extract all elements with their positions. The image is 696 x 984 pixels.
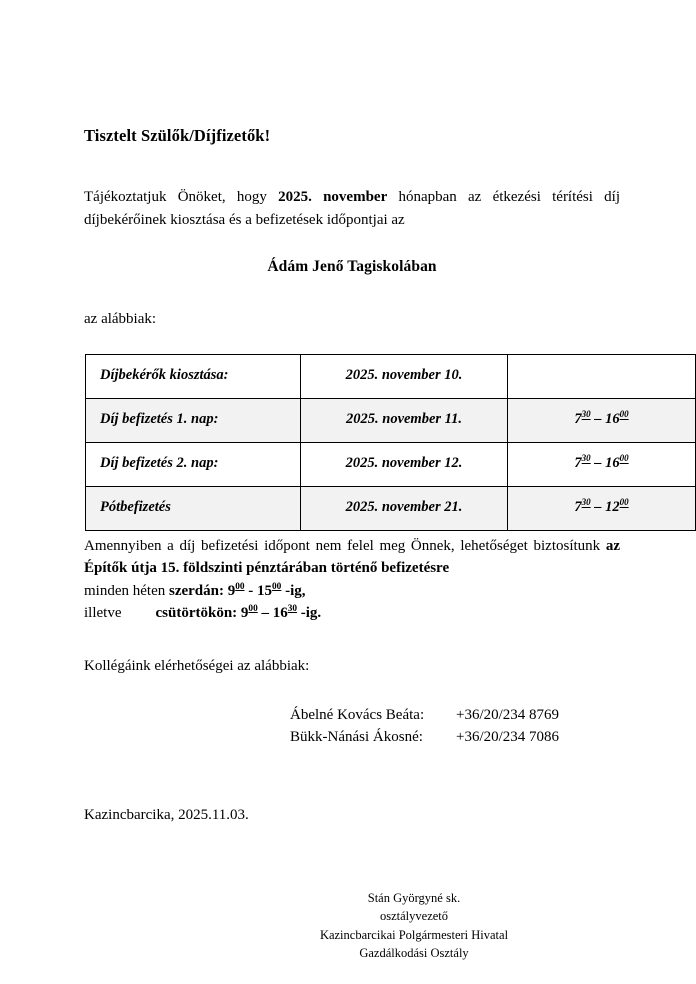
page-title: Tisztelt Szülők/Díjfizetők! <box>84 126 271 145</box>
contacts-list <box>84 678 620 749</box>
thursday-to-minutes: 30 <box>287 604 298 615</box>
intro-text-before: Tájékoztatjuk Önöket, hogy <box>84 188 279 205</box>
list-item <box>290 704 620 727</box>
time-to-hour: 16 <box>605 411 620 428</box>
intro-month-bold: 2025. november <box>278 188 388 205</box>
contact-name: Ábelné Kovács Beáta: <box>290 706 425 723</box>
time-from-hour: 7 <box>574 411 582 428</box>
row-label: Díj befizetés 2. nap: <box>86 442 301 486</box>
school-name: Ádám Jenő Tagiskolában <box>267 258 437 276</box>
thursday-prefix: illetve <box>84 605 122 622</box>
list-item <box>290 726 620 749</box>
table-row <box>86 442 696 486</box>
thursday-dash: – <box>257 605 273 622</box>
fee-table-body <box>86 354 696 530</box>
fee-schedule-table <box>85 354 696 531</box>
row-date: 2025. november 11. <box>301 398 508 442</box>
payment-note-paragraph <box>84 531 620 580</box>
row-label: Díjbekérők kiosztása: <box>86 354 301 398</box>
intro-text-after: hónapban az étkezési térítési díj díjbekérőinek kiosztása és a befizetések időpontjai az <box>84 188 621 229</box>
signature-name: Stán Györgyné sk. <box>367 891 461 906</box>
thursday-from-minutes: 00 <box>248 604 258 615</box>
wednesday-suffix: -ig, <box>281 582 306 599</box>
intro-paragraph <box>84 146 620 233</box>
time-dash: – <box>590 411 606 428</box>
note-location-bold: az Építők útja 15. földszinti pénztárában történő befizetésre <box>84 537 620 577</box>
time-to-hour: 16 <box>605 455 620 472</box>
thursday-from-hour: 9 <box>240 605 249 622</box>
thursday-label: csütörtökön: <box>155 605 241 622</box>
signature-role: osztályvezető <box>379 909 449 924</box>
row-date: 2025. november 12. <box>301 442 508 486</box>
place-and-date: Kazincbarcika, 2025.11.03. <box>84 806 249 823</box>
time-from-minutes: 30 <box>581 453 591 464</box>
fee-schedule-table-wrapper <box>84 332 629 531</box>
thursday-to-hour: 16 <box>272 605 288 622</box>
time-to-minutes: 00 <box>619 453 629 464</box>
wednesday-from-hour: 9 <box>227 582 236 599</box>
wednesday-to-minutes: 00 <box>272 581 282 592</box>
time-to-minutes: 00 <box>619 497 629 508</box>
contact-phone: +36/20/234 7086 <box>456 729 560 746</box>
table-row <box>86 486 696 530</box>
note-text-part1: Amennyiben a díj befizetési időpont nem felel meg Önnek, lehetőséget biztosítunk <box>84 537 606 554</box>
row-label: Pótbefizetés <box>86 486 301 530</box>
wednesday-hours-line <box>84 580 620 603</box>
time-dash: – <box>590 499 606 516</box>
row-label: Díj befizetés 1. nap: <box>86 398 301 442</box>
thursday-hours-line <box>84 602 620 625</box>
row-time <box>508 442 696 486</box>
row-time <box>508 486 696 530</box>
contact-name: Bükk-Nánási Ákosné: <box>290 729 423 746</box>
row-time <box>508 398 696 442</box>
wednesday-prefix: minden héten <box>84 582 169 599</box>
wednesday-dash: - <box>244 582 258 599</box>
time-from-minutes: 30 <box>581 497 591 508</box>
row-date: 2025. november 10. <box>301 354 508 398</box>
row-time <box>508 354 696 398</box>
signature-organization: Kazincbarcikai Polgármesteri Hivatal <box>319 927 509 942</box>
time-dash: – <box>590 455 606 472</box>
thursday-suffix: -ig. <box>297 605 322 622</box>
time-from-minutes: 30 <box>581 409 591 420</box>
contacts-intro: Kollégáink elérhetőségei az alábbiak: <box>84 657 310 674</box>
below-text: az alábbiak: <box>84 311 157 328</box>
row-date: 2025. november 21. <box>301 486 508 530</box>
document-body <box>84 0 629 962</box>
contact-phone: +36/20/234 8769 <box>456 706 560 723</box>
time-from-hour: 7 <box>574 455 582 472</box>
time-to-hour: 12 <box>605 499 620 516</box>
table-row <box>86 354 696 398</box>
time-to-minutes: 00 <box>619 409 629 420</box>
wednesday-from-minutes: 00 <box>235 581 245 592</box>
signature-department: Gazdálkodási Osztály <box>359 945 469 960</box>
signature-block <box>84 841 620 962</box>
table-row <box>86 398 696 442</box>
time-from-hour: 7 <box>574 499 582 516</box>
wednesday-label: szerdán: <box>168 582 228 599</box>
wednesday-to-hour: 15 <box>257 582 273 599</box>
